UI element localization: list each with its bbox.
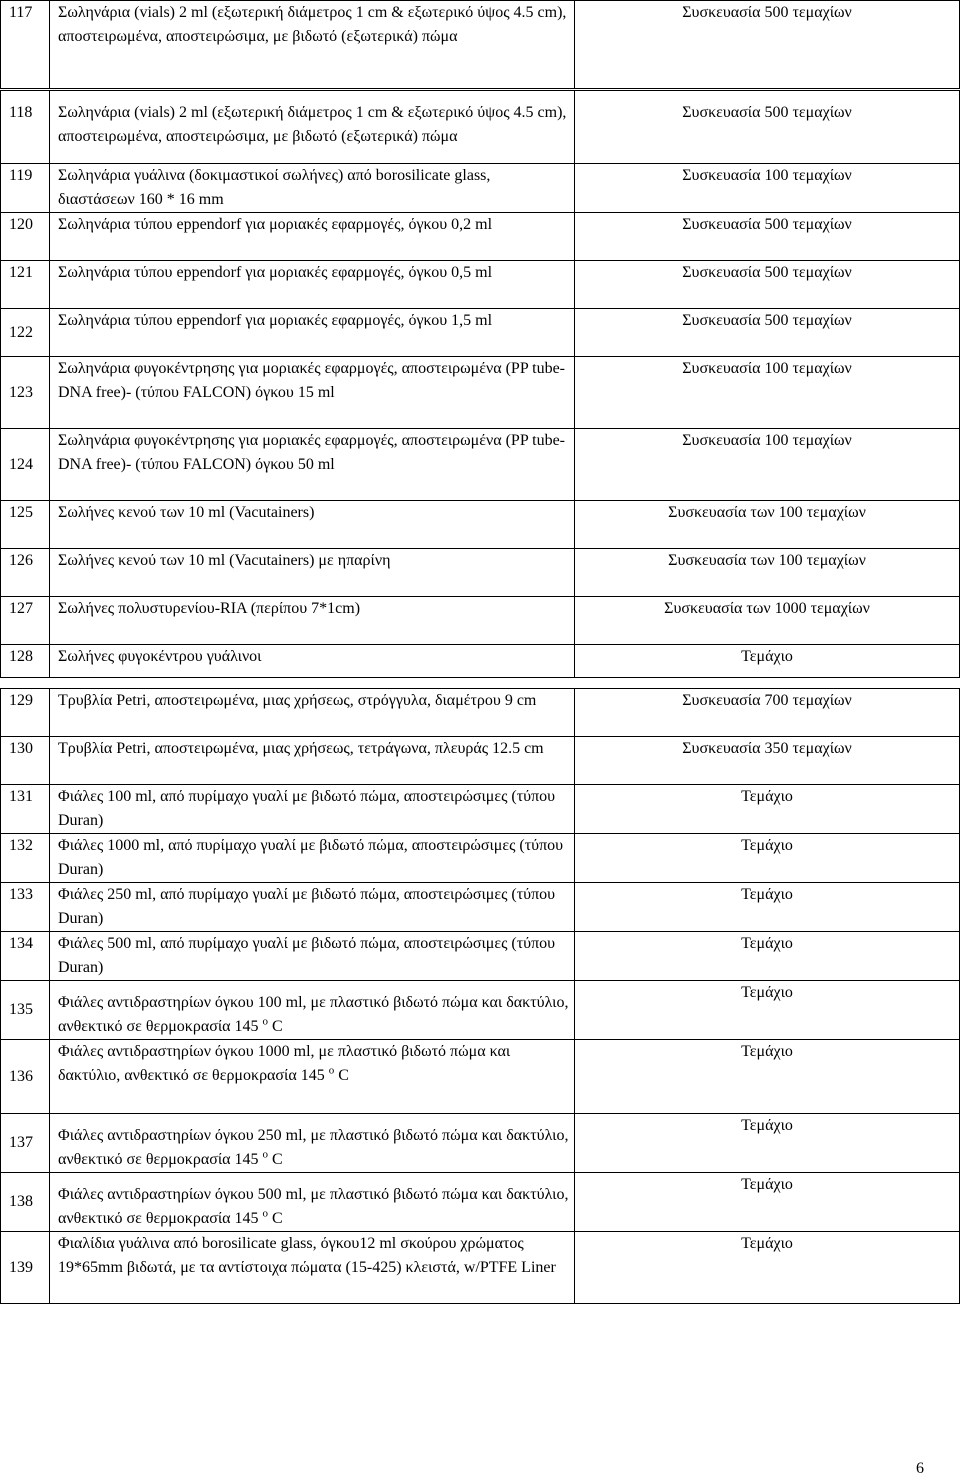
unit-text: C (272, 1210, 283, 1227)
item-description-text: Φιάλες αντιδραστηρίων όγκου 500 ml, με πλαστικό βιδωτό πώμα και δακτύλιο, ανθεκτικό σε θερμοκρασία 145 (58, 1186, 569, 1227)
table-row (1, 932, 960, 981)
table-row (1, 213, 960, 261)
item-description-text: Φιάλες αντιδραστηρίων όγκου 1000 ml, με πλαστικό βιδωτό πώμα και δακτύλιο, ανθεκτικό σε θερμοκρασία 145 (58, 1043, 511, 1084)
table-row (1, 1232, 960, 1304)
item-number: 122 (1, 309, 50, 357)
table-row (1, 883, 960, 932)
item-number: 130 (1, 737, 50, 785)
item-packaging: Συσκευασία 100 τεμαχίων (575, 164, 960, 213)
item-packaging: Τεμάχιο (575, 785, 960, 834)
item-number: 117 (1, 1, 50, 90)
item-number: 126 (1, 549, 50, 597)
item-description: Σωληνάρια φυγοκέντρησης για μοριακές εφαρμογές, αποστειρωμένα (PP tube-DNA free)- (τύπου FALCON) όγκου 15 ml (50, 357, 575, 429)
item-description: Φιαλίδια γυάλινα από borosilicate glass, όγκου12 ml σκούρου χρώματος 19*65mm βιδωτά, με τα αντίστοιχα πώματα (15-425) κλειστά, w/PTFE Liner (50, 1232, 575, 1304)
items-table-bottom (0, 688, 960, 1304)
item-number: 125 (1, 501, 50, 549)
item-number: 123 (1, 357, 50, 429)
item-packaging: Τεμάχιο (575, 1232, 960, 1304)
table-row (1, 164, 960, 213)
table-row (1, 1, 960, 90)
table-row (1, 645, 960, 678)
table-row (1, 501, 960, 549)
item-description: Σωληνάρια (vials) 2 ml (εξωτερική διάμετρος 1 cm & εξωτερικό ύψος 4.5 cm), αποστειρωμένα, αποστειρώσιμα, με βιδωτό (εξωτερικά) πώμα (50, 90, 575, 164)
item-packaging: Τεμάχιο (575, 645, 960, 678)
table-row (1, 1114, 960, 1173)
item-packaging: Συσκευασία 500 τεμαχίων (575, 90, 960, 164)
item-number: 128 (1, 645, 50, 678)
item-description: Σωληνάρια τύπου eppendorf για μοριακές εφαρμογές, όγκου 0,2 ml (50, 213, 575, 261)
item-packaging: Τεμάχιο (575, 1040, 960, 1114)
degree-sign: o (328, 1064, 335, 1077)
item-description (50, 981, 575, 1040)
item-packaging: Συσκευασία 500 τεμαχίων (575, 213, 960, 261)
item-description: Φιάλες 100 ml, από πυρίμαχο γυαλί με βιδωτό πώμα, αποστειρώσιμες (τύπου Duran) (50, 785, 575, 834)
item-packaging: Συσκευασία 500 τεμαχίων (575, 261, 960, 309)
item-description: Φιάλες 500 ml, από πυρίμαχο γυαλί με βιδωτό πώμα, αποστειρώσιμες (τύπου Duran) (50, 932, 575, 981)
item-description: Σωληνάρια γυάλινα (δοκιμαστικοί σωλήνες) από borosilicate glass, διαστάσεων 160 * 16 mm (50, 164, 575, 213)
item-description (50, 1040, 575, 1114)
table-row (1, 785, 960, 834)
item-description: Σωληνάρια τύπου eppendorf για μοριακές εφαρμογές, όγκου 1,5 ml (50, 309, 575, 357)
item-packaging: Τεμάχιο (575, 834, 960, 883)
table-row (1, 1040, 960, 1114)
item-description: Φιάλες 1000 ml, από πυρίμαχο γυαλί με βιδωτό πώμα, αποστειρώσιμες (τύπου Duran) (50, 834, 575, 883)
table-row (1, 429, 960, 501)
page-number: 6 (916, 1460, 924, 1477)
item-packaging: Συσκευασία 100 τεμαχίων (575, 429, 960, 501)
item-number: 136 (1, 1040, 50, 1114)
item-number: 137 (1, 1114, 50, 1173)
item-number: 120 (1, 213, 50, 261)
unit-text: C (272, 1151, 283, 1168)
degree-sign: o (262, 1015, 269, 1028)
item-description: Σωλήνες κενού των 10 ml (Vacutainers) με ηπαρίνη (50, 549, 575, 597)
item-description (50, 1114, 575, 1173)
table-row (1, 597, 960, 645)
item-packaging: Τεμάχιο (575, 981, 960, 1040)
item-packaging: Συσκευασία 500 τεμαχίων (575, 1, 960, 90)
item-number: 121 (1, 261, 50, 309)
item-number: 138 (1, 1173, 50, 1232)
unit-text: C (272, 1018, 283, 1035)
item-packaging: Τεμάχιο (575, 1114, 960, 1173)
table-row (1, 357, 960, 429)
item-description: Τρυβλία Petri, αποστειρωμένα, μιας χρήσεως, στρόγγυλα, διαμέτρου 9 cm (50, 689, 575, 737)
item-description-text: Φιάλες αντιδραστηρίων όγκου 250 ml, με πλαστικό βιδωτό πώμα και δακτύλιο, ανθεκτικό σε θερμοκρασία 145 (58, 1127, 569, 1168)
table-row (1, 737, 960, 785)
item-description: Σωλήνες κενού των 10 ml (Vacutainers) (50, 501, 575, 549)
item-number: 132 (1, 834, 50, 883)
item-number: 139 (1, 1232, 50, 1304)
item-description (50, 1173, 575, 1232)
item-description: Σωληνάρια φυγοκέντρησης για μοριακές εφαρμογές, αποστειρωμένα (PP tube-DNA free)- (τύπου FALCON) όγκου 50 ml (50, 429, 575, 501)
item-number: 118 (1, 90, 50, 164)
item-number: 135 (1, 981, 50, 1040)
item-description-text: Φιάλες αντιδραστηρίων όγκου 100 ml, με πλαστικό βιδωτό πώμα και δακτύλιο, ανθεκτικό σε θερμοκρασία 145 (58, 994, 569, 1035)
item-description: Σωλήνες φυγοκέντρου γυάλινοι (50, 645, 575, 678)
item-packaging: Συσκευασία 350 τεμαχίων (575, 737, 960, 785)
item-description: Σωληνάρια (vials) 2 ml (εξωτερική διάμετρος 1 cm & εξωτερικό ύψος 4.5 cm), αποστειρωμένα, αποστειρώσιμα, με βιδωτό (εξωτερικά) πώμα (50, 1, 575, 90)
item-description: Σωληνάρια τύπου eppendorf για μοριακές εφαρμογές, όγκου 0,5 ml (50, 261, 575, 309)
item-packaging: Συσκευασία των 100 τεμαχίων (575, 501, 960, 549)
item-packaging: Συσκευασία των 1000 τεμαχίων (575, 597, 960, 645)
item-packaging: Συσκευασία 700 τεμαχίων (575, 689, 960, 737)
table-row (1, 1173, 960, 1232)
item-number: 133 (1, 883, 50, 932)
item-number: 129 (1, 689, 50, 737)
item-number: 124 (1, 429, 50, 501)
item-packaging: Τεμάχιο (575, 932, 960, 981)
items-table-top (0, 0, 960, 678)
table-row (1, 689, 960, 737)
table-row (1, 261, 960, 309)
table-row (1, 90, 960, 164)
item-number: 119 (1, 164, 50, 213)
table-row (1, 834, 960, 883)
item-packaging: Συσκευασία των 100 τεμαχίων (575, 549, 960, 597)
degree-sign: o (262, 1148, 269, 1161)
item-description: Τρυβλία Petri, αποστειρωμένα, μιας χρήσεως, τετράγωνα, πλευράς 12.5 cm (50, 737, 575, 785)
table-row (1, 981, 960, 1040)
item-packaging: Τεμάχιο (575, 883, 960, 932)
item-number: 134 (1, 932, 50, 981)
item-number: 131 (1, 785, 50, 834)
item-description: Σωλήνες πολυστυρενίου-RIA (περίπου 7*1cm) (50, 597, 575, 645)
item-number: 127 (1, 597, 50, 645)
unit-text: C (338, 1067, 349, 1084)
item-packaging: Τεμάχιο (575, 1173, 960, 1232)
degree-sign: o (262, 1207, 269, 1220)
table-row (1, 309, 960, 357)
item-description: Φιάλες 250 ml, από πυρίμαχο γυαλί με βιδωτό πώμα, αποστειρώσιμες (τύπου Duran) (50, 883, 575, 932)
table-row (1, 549, 960, 597)
item-packaging: Συσκευασία 100 τεμαχίων (575, 357, 960, 429)
item-packaging: Συσκευασία 500 τεμαχίων (575, 309, 960, 357)
